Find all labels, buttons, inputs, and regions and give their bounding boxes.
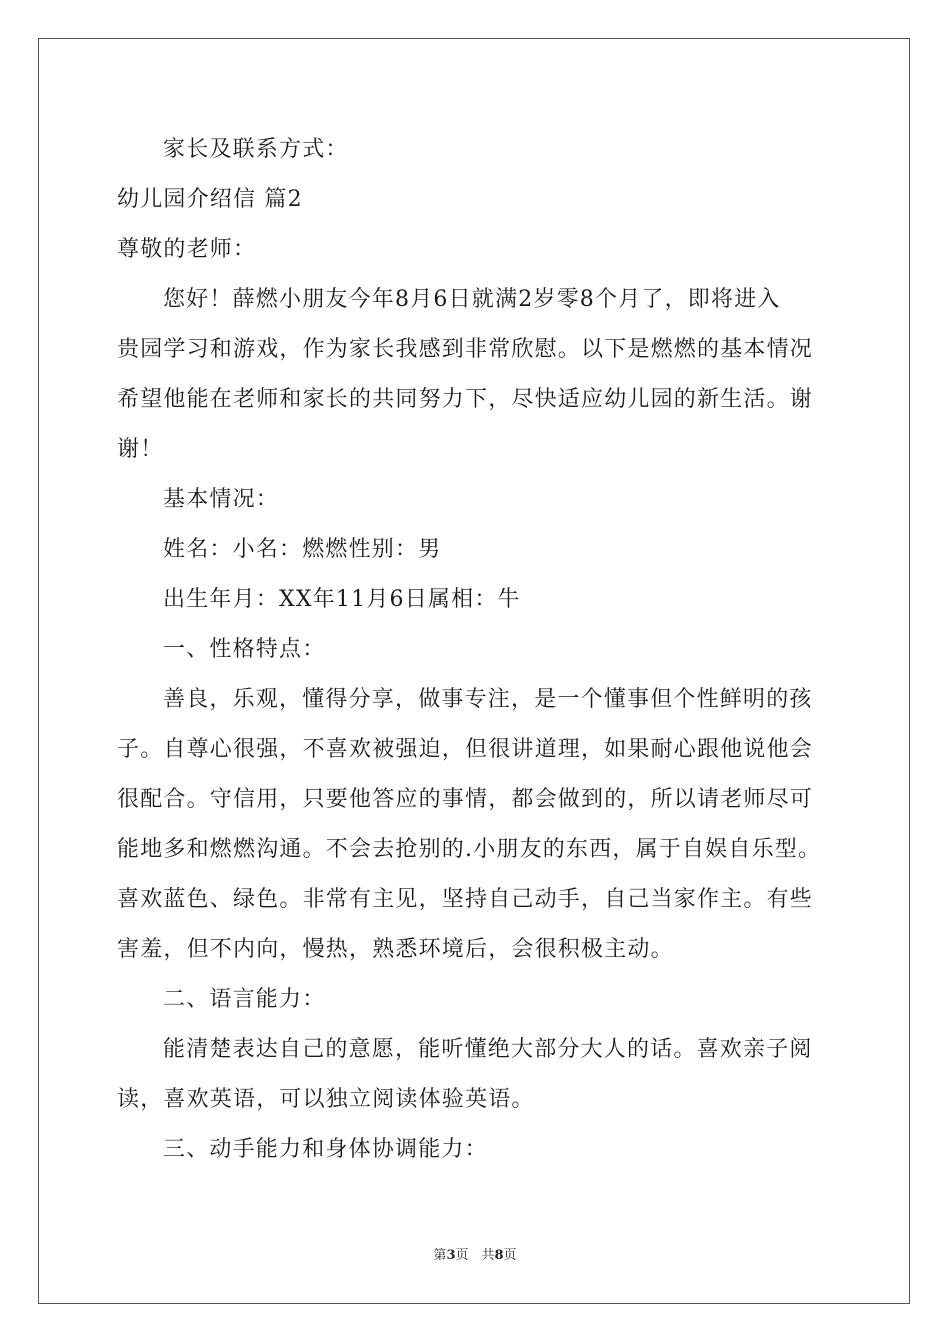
footer-suffix: 页 — [503, 1248, 517, 1263]
section-heading: 幼儿园介绍信 篇2 — [117, 187, 303, 212]
personality-heading: 一、性格特点： — [163, 637, 326, 662]
total-pages-number: 8 — [494, 1248, 504, 1263]
language-heading: 二、语言能力： — [163, 987, 326, 1012]
paragraph-line: 喜欢蓝色、绿色。非常有主见，坚持自己动手，自己当家作主。有些 — [117, 887, 814, 912]
paragraph-line: 希望他能在老师和家长的共同努力下，尽快适应幼儿园的新生活。谢 — [117, 387, 814, 412]
paragraph-line: 您好！薛燃小朋友今年8月6日就满2岁零8个月了，即将进入 — [163, 287, 781, 312]
paragraph-line: 读，喜欢英语，可以独立阅读体验英语。 — [117, 1087, 535, 1112]
paragraph-line: 子。自尊心很强，不喜欢被强迫，但很讲道理，如果耐心跟他说他会 — [117, 737, 814, 762]
page-footer — [0, 1247, 950, 1265]
paragraph-line: 能清楚表达自己的意愿，能听懂绝大部分大人的话。喜欢亲子阅 — [163, 1037, 813, 1062]
paragraph-line: 谢！ — [117, 437, 164, 462]
name-line: 姓名：小名：燃燃性别：男 — [163, 537, 442, 562]
current-page-number: 3 — [446, 1248, 456, 1263]
basic-info-heading: 基本情况： — [163, 487, 280, 512]
birth-line: 出生年月：XX年11月6日属相：牛 — [163, 587, 521, 612]
paragraph-line: 很配合。守信用，只要他答应的事情，都会做到的，所以请老师尽可 — [117, 787, 814, 812]
paragraph-line: 贵园学习和游戏，作为家长我感到非常欣慰。以下是燃燃的基本情况 — [117, 337, 814, 362]
motor-skills-heading: 三、动手能力和身体协调能力： — [163, 1137, 488, 1162]
paragraph-line: 善良，乐观，懂得分享，做事专注，是一个懂事但个性鲜明的孩 — [163, 687, 813, 712]
paragraph-line: 能地多和燃燃沟通。不会去抢别的.小朋友的东西，属于自娱自乐型。 — [117, 837, 822, 862]
footer-prefix: 第 — [433, 1248, 447, 1263]
footer-middle: 页 共 — [455, 1248, 495, 1263]
paragraph-line: 害羞，但不内向，慢热，熟悉环境后，会很积极主动。 — [117, 937, 674, 962]
parent-contact-label: 家长及联系方式： — [163, 137, 349, 162]
salutation: 尊敬的老师： — [117, 237, 257, 262]
